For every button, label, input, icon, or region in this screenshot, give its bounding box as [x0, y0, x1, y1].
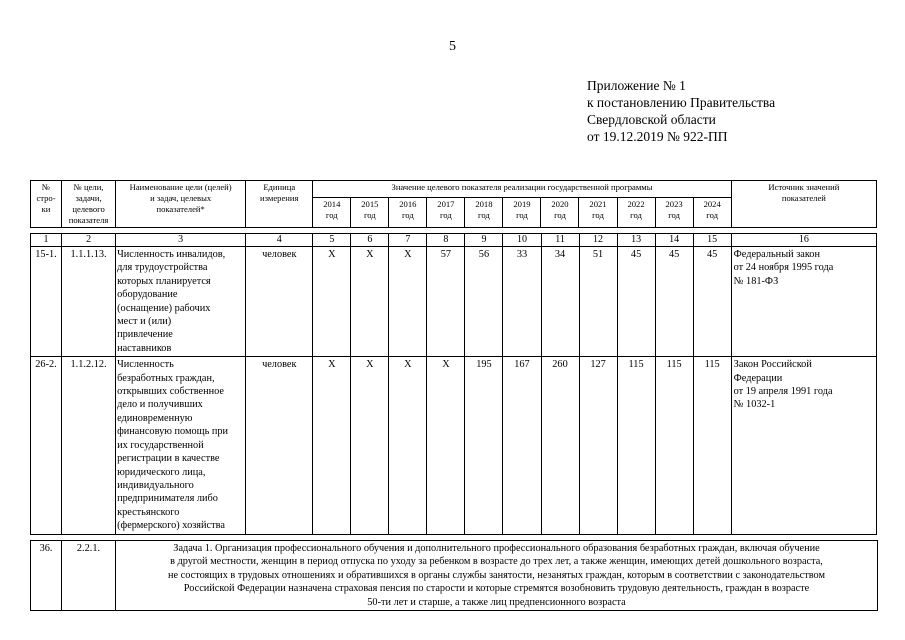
indicator-source-line: № 181-ФЗ	[733, 275, 779, 287]
header-name	[116, 181, 246, 228]
header-year-line: год	[516, 209, 528, 220]
header-goal-no-line: показателя	[68, 215, 109, 225]
indicator-source-line: № 1032-1	[733, 399, 776, 411]
column-number: 16	[731, 234, 876, 247]
page-number: 5	[449, 39, 456, 54]
column-number: 12	[579, 234, 617, 247]
indicator-name-line: (оснащение) рабочих	[117, 302, 211, 314]
header-year	[351, 197, 389, 227]
indicators-table-header	[30, 180, 877, 228]
task-line: Задача 1. Организация профессионального обучения и дополнительного профессионального образования безработных граждан, включая обучение	[173, 543, 820, 554]
header-year	[427, 197, 465, 227]
header-goal-no-line: задачи,	[75, 193, 102, 203]
header-year	[617, 197, 655, 227]
header-year-line: 2014	[323, 198, 341, 209]
column-number: 13	[617, 234, 655, 247]
header-year	[579, 197, 617, 227]
header-values-group: Значение целевого показателя реализации государственной программы	[313, 181, 731, 198]
header-year	[541, 197, 579, 227]
header-year	[503, 197, 541, 227]
column-number: 14	[655, 234, 693, 247]
task-goal-no: 2.2.1.	[62, 541, 116, 611]
indicator-value: 115	[655, 357, 693, 534]
header-name-line: показателей*	[156, 204, 205, 214]
column-number: 11	[541, 234, 579, 247]
appendix-header	[587, 77, 775, 145]
indicator-value: 33	[503, 247, 541, 357]
indicator-value: 45	[655, 247, 693, 357]
row-number: 26-2.	[31, 357, 62, 534]
indicator-name-line: регистрации в качестве	[117, 453, 220, 465]
header-goal-no-line: целевого	[72, 204, 105, 214]
column-number: 2	[62, 234, 116, 247]
header-source	[731, 181, 876, 228]
header-year-line: 2020	[551, 198, 569, 209]
indicator-name-line: индивидуального	[117, 479, 194, 491]
header-row-no-line: №	[41, 182, 51, 192]
header-year-line: 2021	[589, 198, 607, 209]
indicator-value: 45	[617, 247, 655, 357]
header-year-line: 2017	[437, 198, 455, 209]
appendix-line: Свердловской области	[587, 112, 716, 127]
column-number: 3	[116, 234, 246, 247]
indicator-source-line: Федерации	[733, 372, 783, 384]
column-number: 10	[503, 234, 541, 247]
header-year-line: год	[668, 209, 680, 220]
indicator-value: 260	[541, 357, 579, 534]
indicator-name-line: (фермерского) хозяйства	[117, 520, 225, 532]
header-year-line: 2018	[475, 198, 493, 209]
column-number: 9	[465, 234, 503, 247]
header-year-line: 2015	[361, 198, 379, 209]
task-line: Российской Федерации назначена страховая пенсия по старости и которые стремятся возобновить трудовую деятельность, граждан в возрасте	[183, 583, 810, 595]
header-year	[313, 197, 351, 227]
indicator-name-line: крестьянского	[117, 506, 180, 518]
indicator-name-line: их государственной	[117, 439, 204, 451]
indicator-value: 45	[693, 247, 731, 357]
indicator-value: X	[313, 357, 351, 534]
table-row	[31, 357, 877, 534]
header-year-line: 2019	[513, 198, 531, 209]
indicator-value: 56	[465, 247, 503, 357]
indicator-value: 34	[541, 247, 579, 357]
header-year-line: 2022	[627, 198, 645, 209]
header-source-line: показателей	[781, 193, 826, 203]
header-row-no-line: стро-	[36, 193, 56, 203]
header-row-no	[31, 181, 62, 228]
header-year-line: год	[363, 209, 376, 220]
unit: человек	[246, 247, 313, 357]
indicator-value: 195	[465, 357, 503, 534]
header-year	[693, 197, 731, 227]
indicator-source-line: Закон Российской	[733, 359, 812, 371]
indicator-value: 115	[693, 357, 731, 534]
header-source-line: Источник значений	[768, 182, 840, 192]
header-unit-line: Единица	[263, 182, 296, 192]
header-year-line: 2023	[665, 198, 683, 209]
indicator-value: X	[427, 357, 465, 534]
column-number: 7	[389, 234, 427, 247]
indicator-value: 51	[579, 247, 617, 357]
indicator-source-line: от 24 ноября 1995 года	[733, 262, 834, 274]
task-row-table	[30, 540, 878, 611]
row-number: 15-1.	[31, 247, 62, 357]
indicator-name-line: юридического лица,	[117, 466, 206, 478]
indicator-name-line: оборудование	[117, 289, 178, 301]
indicator-source	[731, 357, 876, 534]
task-line: 50-ти лет и старше, а также лиц предпенсионного возраста	[367, 596, 626, 608]
indicator-name	[116, 357, 246, 534]
goal-number: 1.1.1.13.	[62, 247, 116, 357]
task-text	[116, 541, 878, 611]
task-row-no: 36.	[31, 541, 62, 611]
indicator-name	[116, 247, 246, 357]
unit: человек	[246, 357, 313, 534]
header-year-line: год	[554, 209, 566, 220]
column-number: 6	[351, 234, 389, 247]
indicator-name-line: дело и получивших	[117, 399, 203, 411]
header-year-line: год	[478, 209, 490, 220]
indicator-name-line: которых планируется	[117, 275, 211, 287]
column-number: 5	[313, 234, 351, 247]
column-number: 4	[246, 234, 313, 247]
indicator-value: X	[389, 247, 427, 357]
indicator-name-line: предпринимателя либо	[117, 493, 218, 505]
header-year-line: год	[325, 209, 338, 220]
appendix-line: Приложение № 1	[587, 78, 686, 93]
column-numbers-row	[30, 233, 877, 247]
header-year-line: 2024	[703, 198, 721, 209]
header-year	[655, 197, 693, 227]
indicator-name-line: привлечение	[117, 329, 173, 341]
header-goal-no-line: № цели,	[73, 182, 104, 192]
table-row	[31, 247, 877, 357]
indicator-value: 115	[617, 357, 655, 534]
header-year-line: год	[440, 209, 452, 220]
header-year	[465, 197, 503, 227]
header-unit	[246, 181, 313, 228]
header-year	[389, 197, 427, 227]
indicator-value: 167	[503, 357, 541, 534]
task-line: в другой местности, женщин в период отпуска по уходу за ребенком в возрасте до трех лет, а также женщин, имеющих детей дошкольного возраста,	[170, 556, 823, 568]
header-unit-line: измерения	[260, 193, 299, 203]
indicator-name-line: безработных граждан,	[117, 372, 215, 384]
indicator-value: X	[351, 357, 389, 534]
indicator-source	[731, 247, 876, 357]
header-row-no-line: ки	[41, 204, 51, 214]
header-year-line: год	[630, 209, 642, 220]
indicator-value: X	[313, 247, 351, 357]
indicator-name-line: Численность	[117, 359, 174, 371]
indicator-name-line: единовременную	[117, 412, 193, 424]
indicator-value: 57	[427, 247, 465, 357]
header-year-line: год	[401, 209, 414, 220]
indicator-value: X	[389, 357, 427, 534]
indicator-name-line: открывших собственное	[117, 386, 224, 398]
column-number: 15	[693, 234, 731, 247]
task-line: не состоящих в трудовых отношениях и обратившихся в органы службы занятости, незанятых граждан, которым в соответствии с законодательством	[168, 569, 825, 581]
header-year-line: год	[592, 209, 604, 220]
goal-number: 1.1.2.12.	[62, 357, 116, 534]
header-name-line: и задач, целевых	[150, 193, 212, 203]
indicator-name-line: Численность инвалидов,	[117, 249, 226, 260]
indicator-name-line: финансовую помощь при	[117, 426, 229, 438]
header-year-line: 2016	[399, 198, 417, 209]
column-number: 1	[31, 234, 62, 247]
indicator-source-line: от 19 апреля 1991 года	[733, 386, 833, 398]
indicator-value: 127	[579, 357, 617, 534]
appendix-line: от 19.12.2019 № 922-ПП	[587, 129, 728, 144]
header-goal-no	[62, 181, 116, 228]
task-row	[31, 541, 878, 611]
header-year-line: год	[706, 209, 719, 220]
column-number: 8	[427, 234, 465, 247]
indicator-name-line: мест и (или)	[117, 316, 172, 328]
indicator-name-line: наставников	[117, 342, 172, 354]
indicator-value: X	[351, 247, 389, 357]
indicator-name-line: для трудоустройства	[117, 262, 208, 274]
indicator-source-line: Федеральный закон	[733, 249, 820, 260]
indicators-table-body	[30, 246, 877, 535]
appendix-line: к постановлению Правительства	[587, 95, 776, 110]
header-name-line: Наименование цели (целей)	[129, 182, 232, 192]
